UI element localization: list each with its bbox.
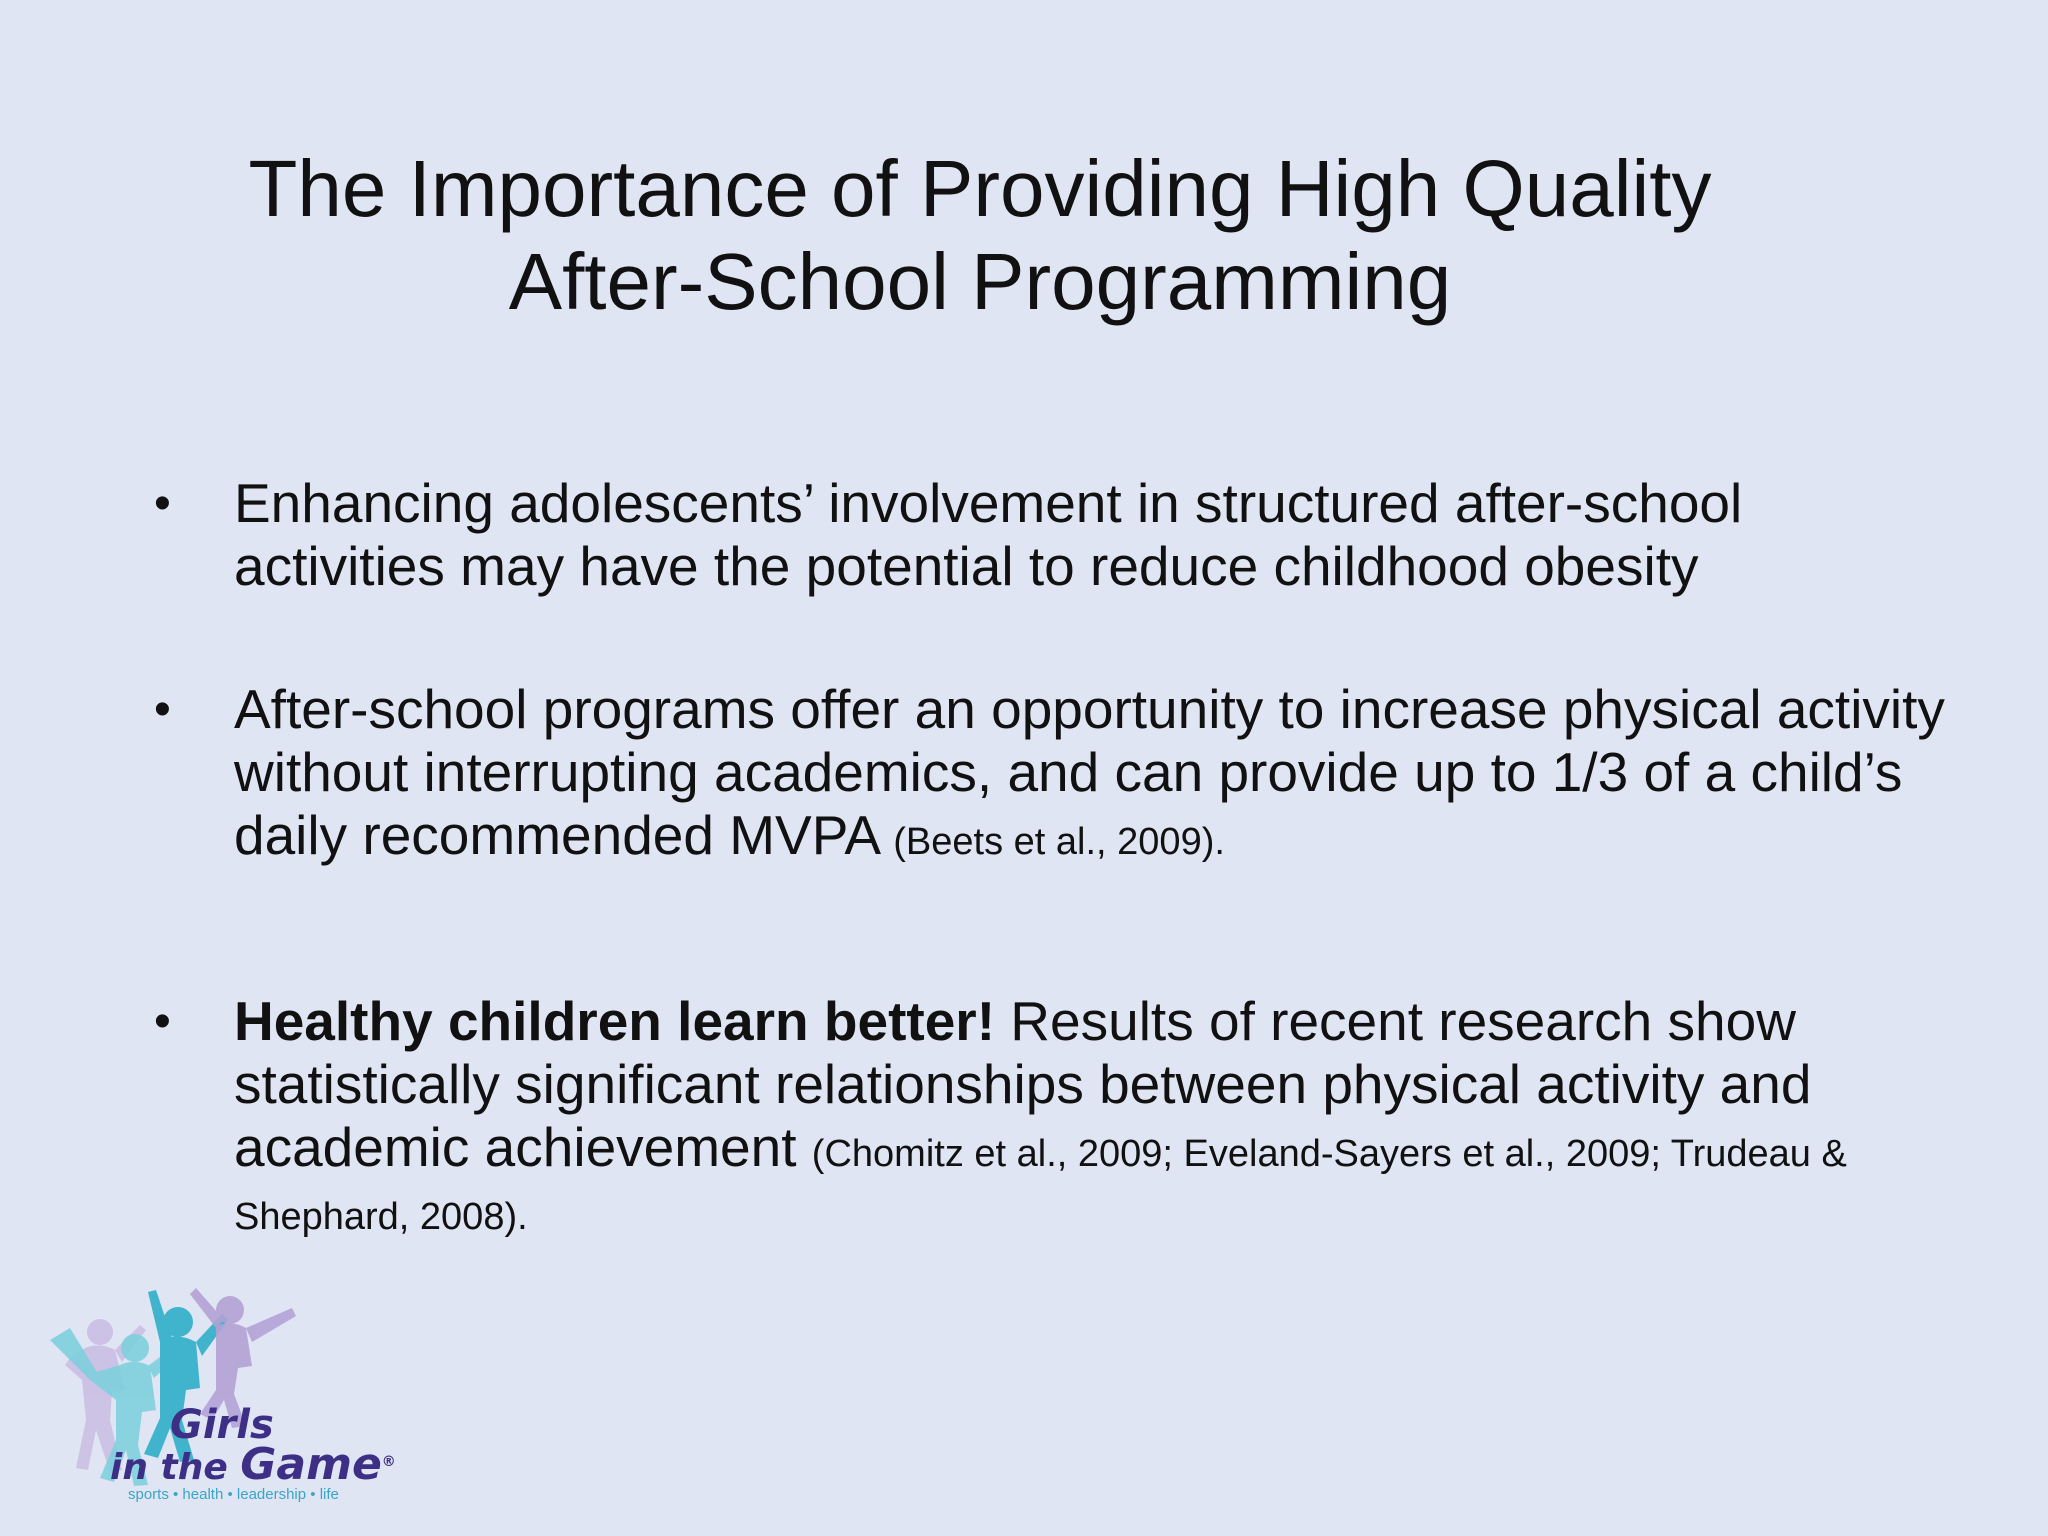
logo-word-in-the-game	[110, 1439, 396, 1490]
bullet-text: Results of recent research show statistically significant relationships between physical activity and academic achievement	[234, 990, 1812, 1178]
logo-word-in-the: in the	[110, 1447, 241, 1488]
bullet-text: After-school programs offer an opportunity to increase physical activity without interrupting academics, and can provide up to 1/3 of a child’s daily recommended MVPA	[234, 678, 1945, 866]
registered-mark: ®	[381, 1454, 396, 1470]
logo-word-game: Game	[240, 1439, 382, 1490]
bullet-item-obesity	[154, 472, 1954, 598]
logo-tagline: sports • health • leadership • life	[128, 1486, 339, 1503]
slide-title-line-2: After-School Programming	[508, 237, 1452, 326]
bullet-item-physical-activity	[154, 678, 1954, 867]
bullet-text: Enhancing adolescents’ involvement in structured after-school activities may have the potential to reduce childhood obesity	[234, 472, 1743, 597]
bullet-dot: •	[154, 995, 171, 1048]
bullet-citation: (Beets et al., 2009).	[893, 821, 1225, 863]
bullet-dot: •	[154, 477, 171, 530]
slide-title	[150, 142, 1810, 328]
bullet-dot: •	[154, 683, 171, 736]
bullet-item-learning	[154, 990, 1954, 1242]
bullet-citation: (Chomitz et al., 2009; Eveland-Sayers et al., 2009; Trudeau & Shephard, 2008).	[234, 1133, 1847, 1238]
girls-in-the-game-logo	[30, 1270, 430, 1510]
bullet-emphasis: Healthy children learn better!	[234, 990, 996, 1052]
logo-word-girls: Girls	[170, 1402, 274, 1448]
slide-title-line-1: The Importance of Providing High Quality	[248, 144, 1712, 233]
